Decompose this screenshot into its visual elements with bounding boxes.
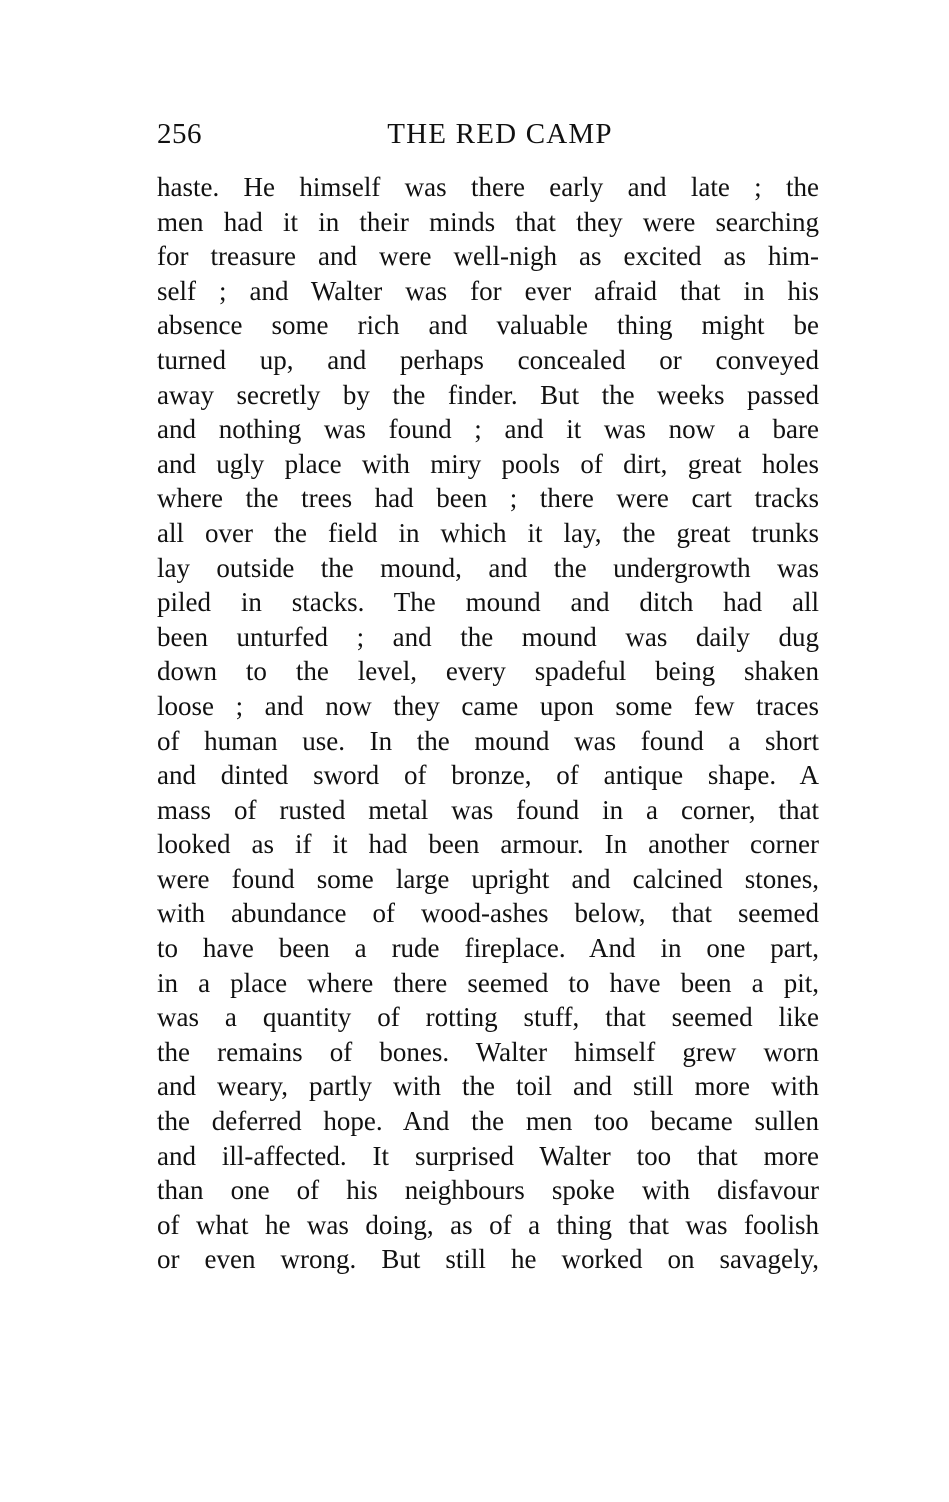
text-line: and ill-affected. It surprised Walter too that more (157, 1140, 819, 1171)
text-line: to have been a rude fireplace. And in one part, (157, 933, 819, 964)
text-line: loose ; and now they came upon some few traces (157, 690, 819, 721)
text-line: the deferred hope. And the men too became sullen (157, 1106, 819, 1137)
text-line: the remains of bones. Walter himself grew worn (157, 1036, 819, 1067)
text-line: turned up, and perhaps concealed or conveyed (157, 344, 819, 375)
running-title: THE RED CAMP (387, 118, 613, 150)
text-line: of human use. In the mound was found a short (157, 725, 819, 756)
body-text (157, 170, 819, 1277)
page-number: 256 (157, 118, 202, 150)
text-line: where the trees had been ; there were cart tracks (157, 483, 819, 514)
text-line: absence some rich and valuable thing might be (157, 310, 819, 341)
text-line: away secretly by the finder. But the weeks passed (157, 379, 819, 410)
text-line: self ; and Walter was for ever afraid that in his (157, 275, 819, 306)
text-line: for treasure and were well-nigh as excited as him- (157, 241, 819, 272)
text-line: all over the field in which it lay, the great trunks (157, 517, 819, 548)
text-line: and ugly place with miry pools of dirt, great holes (157, 448, 819, 479)
text-line: or even wrong. But still he worked on savagely, (157, 1244, 819, 1275)
page-header (157, 112, 819, 156)
text-line: of what he was doing, as of a thing that was foolish (157, 1209, 819, 1240)
text-line: men had it in their minds that they were searching (157, 206, 819, 237)
text-line: been unturfed ; and the mound was daily dug (157, 621, 819, 652)
text-line: lay outside the mound, and the undergrowth was (157, 552, 819, 583)
text-line: mass of rusted metal was found in a corner, that (157, 794, 819, 825)
text-line: were found some large upright and calcined stones, (157, 863, 819, 894)
text-line: down to the level, every spadeful being shaken (157, 656, 819, 687)
text-line: haste. He himself was there early and late ; the (157, 172, 819, 202)
text-line: piled in stacks. The mound and ditch had all (157, 587, 819, 618)
text-line: in a place where there seemed to have been a pit, (157, 967, 819, 998)
text-line: and nothing was found ; and it was now a bare (157, 414, 819, 445)
text-line: looked as if it had been armour. In another corner (157, 829, 819, 860)
text-line: and dinted sword of bronze, of antique shape. A (157, 760, 819, 791)
text-line: and weary, partly with the toil and still more with (157, 1071, 819, 1102)
text-line: with abundance of wood-ashes below, that seemed (157, 898, 819, 929)
text-line: was a quantity of rotting stuff, that seemed like (157, 1002, 819, 1033)
text-line: than one of his neighbours spoke with disfavour (157, 1175, 819, 1206)
